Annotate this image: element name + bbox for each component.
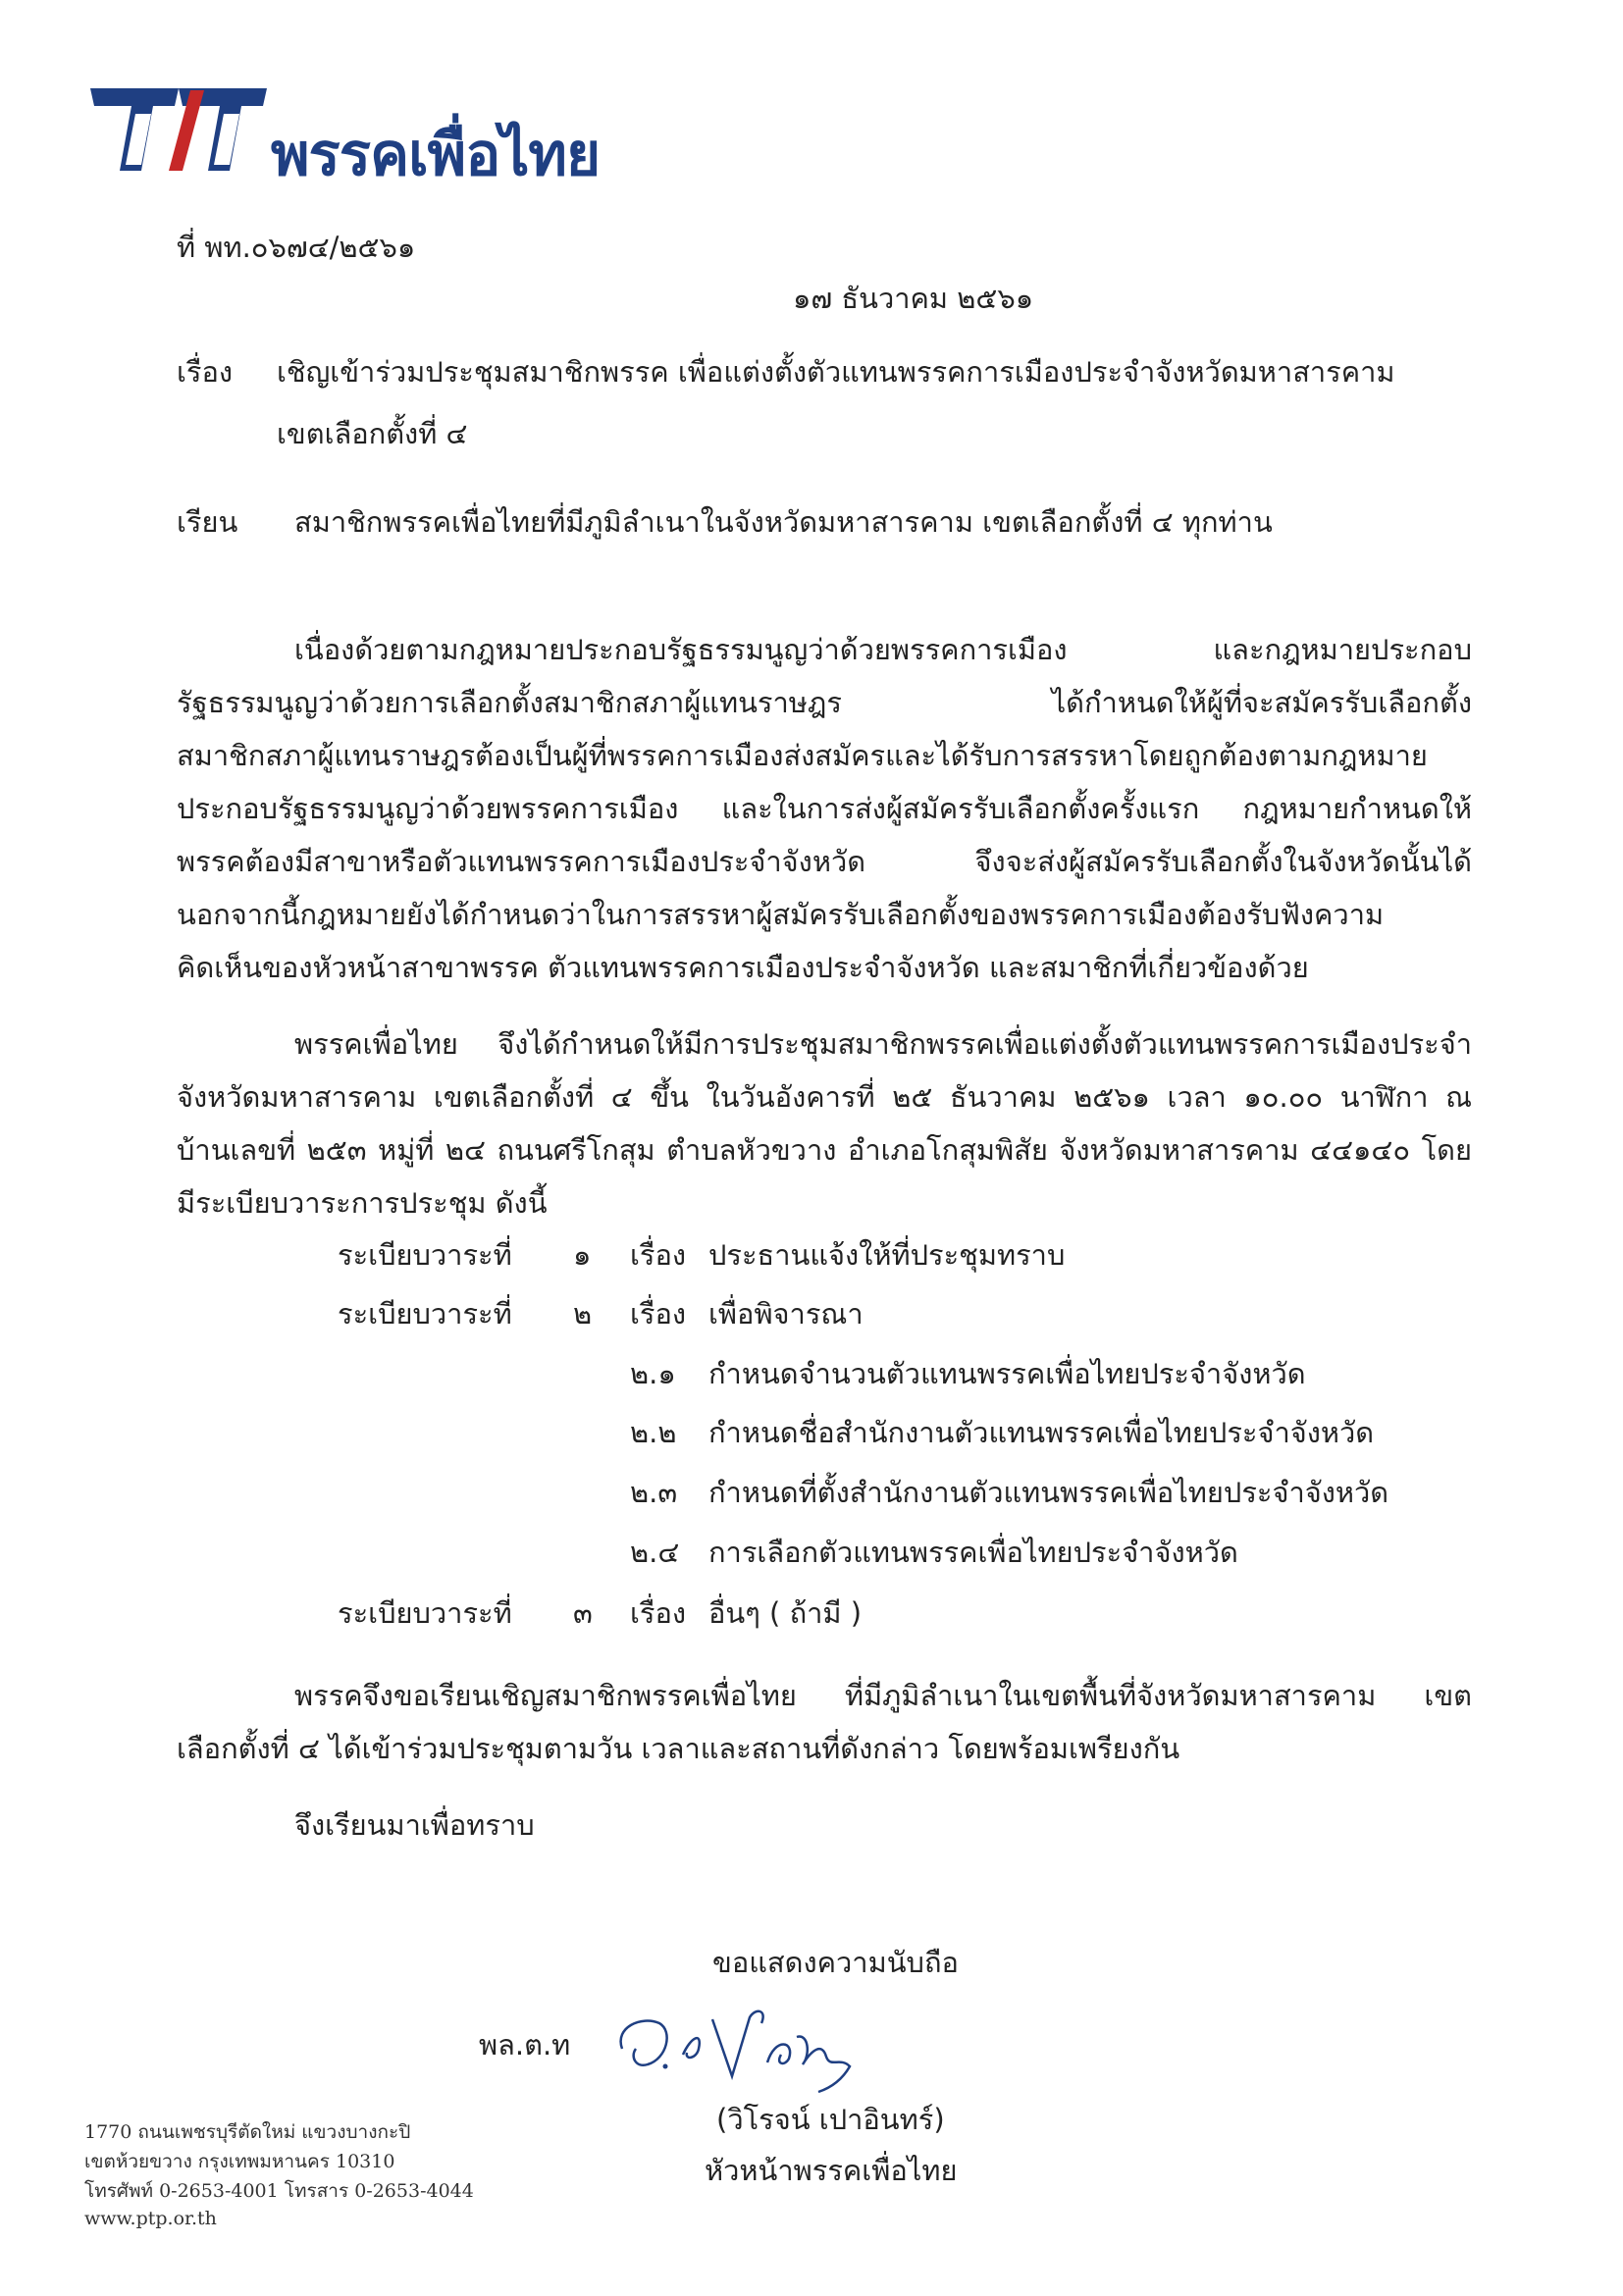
- paragraph-3-line: เลือกตั้งที่ ๔ ได้เข้าร่วมประชุมตามวัน เวลาและสถานที่ดังกล่าว โดยพร้อมเพรียงกัน: [177, 1732, 1180, 1765]
- agenda-2-label: ระเบียบวาระที่: [338, 1297, 512, 1331]
- subject-line-2: เขตเลือกตั้งที่ ๔: [277, 417, 468, 450]
- party-logo-text: พรรคเพื่อไทย: [271, 121, 601, 189]
- agenda-2-2-text: กำหนดชื่อสำนักงานตัวแทนพรรคเพื่อไทยประจำจังหวัด: [708, 1416, 1375, 1449]
- agenda-2-text: เพื่อพิจารณา: [708, 1297, 864, 1331]
- paragraph-1-line: คิดเห็นของหัวหน้าสาขาพรรค ตัวแทนพรรคการเมืองประจำจังหวัด และสมาชิกที่เกี่ยวข้องด้วย: [177, 951, 1309, 984]
- paragraph-1-line: เนื่องด้วยตามกฎหมายประกอบรัฐธรรมนูญว่าด้วยพรรคการเมือง และกฎหมายประกอบ: [294, 633, 1472, 666]
- agenda-3-number: ๓: [573, 1596, 593, 1630]
- footer-phone: โทรศัพท์ 0-2653-4001 โทรสาร 0-2653-4044: [84, 2180, 474, 2202]
- party-logo-mark: [84, 84, 271, 175]
- agenda-2-1-number: ๒.๑: [630, 1357, 676, 1390]
- closing-line: จึงเรียนมาเพื่อทราบ: [294, 1808, 535, 1842]
- paragraph-3-line: พรรคจึงขอเรียนเชิญสมาชิกพรรคเพื่อไทย ที่มีภูมิลำเนาในเขตพื้นที่จังหวัดมหาสารคาม เขต: [294, 1679, 1472, 1712]
- recipient-label: เรียน: [177, 505, 238, 539]
- agenda-1-number: ๑: [573, 1238, 592, 1272]
- agenda-2-4-text: การเลือกตัวแทนพรรคเพื่อไทยประจำจังหวัด: [708, 1536, 1238, 1569]
- footer-address-line-2: เขตห้วยขวาง กรุงเทพมหานคร 10310: [84, 2151, 395, 2172]
- footer-website: www.ptp.or.th: [84, 2208, 217, 2229]
- paragraph-2-line: จังหวัดมหาสารคาม เขตเลือกตั้งที่ ๔ ขึ้น ในวันอังคารที่ ๒๕ ธันวาคม ๒๕๖๑ เวลา ๑๐.๐๐ นาฬิกา ณ: [177, 1080, 1472, 1114]
- reference-number: ที่ พท.๐๖๗๔/๒๕๖๑: [177, 231, 416, 264]
- agenda-2-3-number: ๒.๓: [630, 1476, 678, 1509]
- signer-title: หัวหน้าพรรคเพื่อไทย: [705, 2154, 958, 2187]
- paragraph-2-line: พรรคเพื่อไทย จึงได้กำหนดให้มีการประชุมสมาชิกพรรคเพื่อแต่งตั้งตัวแทนพรรคการเมืองประจำ: [294, 1027, 1472, 1061]
- agenda-1-label: ระเบียบวาระที่: [338, 1238, 512, 1272]
- agenda-2-number: ๒: [573, 1297, 593, 1331]
- subject-line-1: เชิญเข้าร่วมประชุมสมาชิกพรรค เพื่อแต่งตั้งตัวแทนพรรคการเมืองประจำจังหวัดมหาสารคาม: [277, 355, 1395, 389]
- paragraph-1-line: สมาชิกสภาผู้แทนราษฎรต้องเป็นผู้ที่พรรคการเมืองส่งสมัครและได้รับการสรรหาโดยถูกต้องตามกฎหมาย: [177, 739, 1428, 772]
- recipient-text: สมาชิกพรรคเพื่อไทยที่มีภูมิลำเนาในจังหวัดมหาสารคาม เขตเลือกตั้งที่ ๔ ทุกท่าน: [294, 505, 1273, 539]
- agenda-3-word: เรื่อง: [630, 1596, 687, 1630]
- paragraph-1-line: รัฐธรรมนูญว่าด้วยการเลือกตั้งสมาชิกสภาผู้แทนราษฎร ได้กำหนดให้ผู้ที่จะสมัครรับเลือกตั้ง: [177, 686, 1472, 719]
- agenda-1-word: เรื่อง: [630, 1238, 687, 1272]
- agenda-3-text: อื่นๆ ( ถ้ามี ): [708, 1596, 863, 1630]
- agenda-2-2-number: ๒.๒: [630, 1416, 677, 1449]
- paragraph-1-line: ประกอบรัฐธรรมนูญว่าด้วยพรรคการเมือง และในการส่งผู้สมัครรับเลือกตั้งครั้งแรก กฎหมายกำหนดให้: [177, 792, 1472, 825]
- letter-date: ๑๗ ธันวาคม ๒๕๖๑: [793, 282, 1034, 315]
- footer-address-line-1: 1770 ถนนเพชรบุรีตัดใหม่ แขวงบางกะปิ: [84, 2121, 411, 2143]
- agenda-2-3-text: กำหนดที่ตั้งสำนักงานตัวแทนพรรคเพื่อไทยประจำจังหวัด: [708, 1476, 1389, 1509]
- paragraph-1-line: นอกจากนี้กฎหมายยังได้กำหนดว่าในการสรรหาผู้สมัครรับเลือกตั้งของพรรคการเมืองต้องรับฟังความ: [177, 898, 1385, 931]
- regards-line: ขอแสดงความนับถือ: [712, 1946, 959, 1979]
- agenda-1-text: ประธานแจ้งให้ที่ประชุมทราบ: [708, 1238, 1066, 1272]
- paragraph-2-line: มีระเบียบวาระการประชุม ดังนี้: [177, 1186, 548, 1220]
- handwritten-signature: [602, 1998, 916, 2106]
- subject-label: เรื่อง: [177, 355, 234, 389]
- paragraph-2-line: บ้านเลขที่ ๒๕๓ หมู่ที่ ๒๔ ถนนศรีโกสุม ตำบลหัวขวาง อำเภอโกสุมพิสัย จังหวัดมหาสารคาม ๔๔๑๔๐ โดย: [177, 1133, 1472, 1167]
- signer-name: (วิโรจน์ เปาอินทร์): [716, 2103, 945, 2136]
- agenda-2-1-text: กำหนดจำนวนตัวแทนพรรคเพื่อไทยประจำจังหวัด: [708, 1357, 1306, 1390]
- agenda-2-word: เรื่อง: [630, 1297, 687, 1331]
- paragraph-1-line: พรรคต้องมีสาขาหรือตัวแทนพรรคการเมืองประจำจังหวัด จึงจะส่งผู้สมัครรับเลือกตั้งในจังหวัดนั้นได้: [177, 845, 1472, 878]
- agenda-2-4-number: ๒.๔: [630, 1536, 680, 1569]
- signer-rank: พล.ต.ท: [479, 2028, 571, 2061]
- agenda-3-label: ระเบียบวาระที่: [338, 1596, 512, 1630]
